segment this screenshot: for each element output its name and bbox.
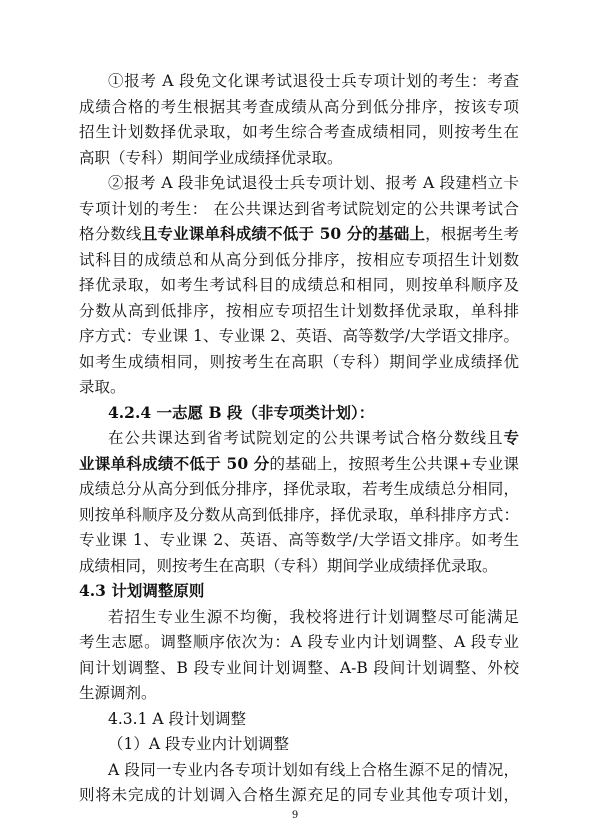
paragraph-line: 专项计划的考生： 在公共课达到省考试院划定的公共课考试合 (79, 200, 519, 218)
paragraph-line-mixed (108, 426, 519, 450)
subsection-heading-1: （1）A 段专业内计划调整 (108, 735, 289, 753)
bold-requirement: 且专业课单科成绩不低于 50 分的基础上 (141, 224, 426, 243)
section-heading-4-2-4: 4.2.4 一志愿 B 段（非专项类计划）： (108, 403, 375, 422)
paragraph-line: 则按单科顺序及分数从高到低排序，择优录取，单科排序方式： (79, 506, 519, 524)
paragraph-line: 生源调剂。 (79, 684, 157, 702)
paragraph-line: 招生计划数择优录取，如考生综合考查成绩相同，则按考生在 (79, 123, 519, 141)
paragraph-line: 成绩相同，则按考生在高职（专科）期间学业成绩择优录取。 (79, 557, 498, 575)
paragraph-line: 录取。 (79, 378, 126, 396)
paragraph-line: 若招生专业生源不均衡，我校将进行计划调整尽可能满足 (108, 608, 519, 626)
paragraph-line-mixed (79, 222, 519, 246)
paragraph-line: 如考生成绩相同，则按考生在高职（专科）期间学业成绩择优 (79, 353, 519, 371)
paragraph-line: 择优录取，如考生考试科目的成绩总和相同，则按单科顺序及 (79, 276, 519, 294)
paragraph-line: 分数从高到低排序，按相应专项招生计划数择优录取，单科排 (79, 302, 519, 320)
paragraph-line: 专业课 1、专业课 2、英语、高等数学/大学语文排序。如考生 (79, 531, 519, 549)
bold-requirement: 业课单科成绩不低于 50 分 (79, 454, 270, 473)
paragraph-line: ②报考 A 段非免试退役士兵专项计划、报考 A 段建档立卡 (108, 174, 519, 192)
paragraph-line: 考生志愿。调整顺序依次为：A 段专业内计划调整、A 段专业 (79, 633, 519, 651)
text-run: ，根据考生考 (425, 225, 519, 243)
text-run: 格分数线 (79, 225, 142, 243)
paragraph-line-mixed (79, 452, 519, 476)
section-heading-4-3-1: 4.3.1 A 段计划调整 (108, 710, 246, 728)
paragraph-line: A 段同一专业内各专项计划如有线上合格生源不足的情况， (108, 761, 519, 779)
paragraph-line: 则将未完成的计划调入合格生源充足的同专业其他专项计划， (79, 786, 519, 804)
paragraph-line: 序方式：专业课 1、专业课 2、英语、高等数学/大学语文排序。 (79, 327, 519, 345)
page-number: 9 (291, 810, 299, 821)
paragraph-line: 间计划调整、B 段专业间计划调整、A-B 段间计划调整、外校 (79, 659, 519, 677)
paragraph-line: 试科目的成绩总和从高分到低分排序，按相应专项招生计划数 (79, 251, 519, 269)
paragraph-line: 成绩合格的考生根据其考查成绩从高分到低分排序，按该专项 (79, 98, 519, 116)
bold-requirement: 专 (503, 428, 519, 447)
text-run: 在公共课达到省考试院划定的公共课考试合格分数线且 (108, 429, 504, 447)
paragraph-line: 高职（专科）期间学业成绩择优录取。 (79, 149, 343, 167)
paragraph-line: ①报考 A 段免文化课考试退役士兵专项计划的考生：考查 (108, 72, 519, 90)
paragraph-line: 成绩总分从高分到低分排序，择优录取，若考生成绩总分相同， (79, 480, 519, 498)
section-heading-4-3: 4.3 计划调整原则 (79, 581, 205, 600)
text-run: 的基础上，按照考生公共课+专业课 (269, 455, 519, 473)
